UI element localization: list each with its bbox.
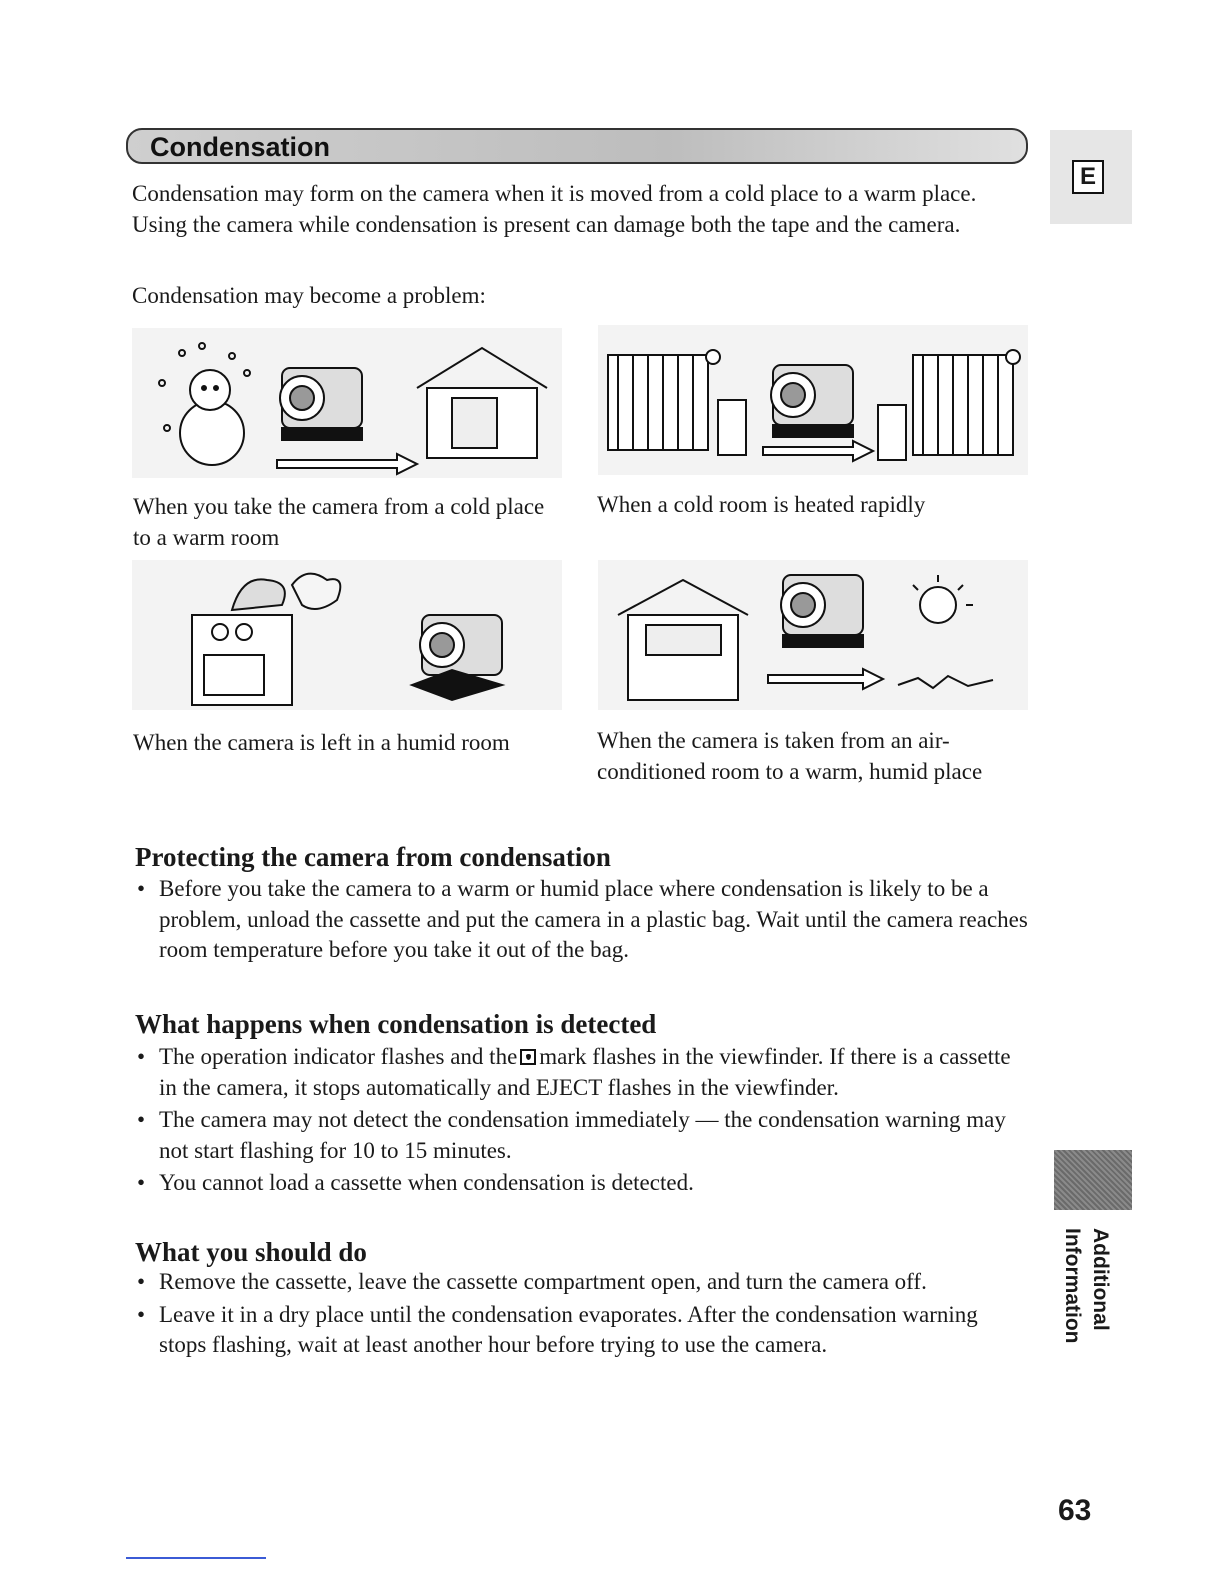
list-item xyxy=(135,1042,1030,1103)
sidebar-section-label xyxy=(1058,1228,1114,1344)
caption-humid-room: When the camera is left in a humid room xyxy=(133,730,510,755)
sidebar-label-line1: Additional xyxy=(1089,1228,1112,1331)
heading-detected: What happens when condensation is detected xyxy=(135,1009,657,1039)
footer-rule xyxy=(126,1557,266,1559)
detected-list xyxy=(135,1042,1030,1201)
section-title: Condensation xyxy=(150,132,330,162)
language-tab xyxy=(1050,130,1132,224)
list-item: • Leave it in a dry place until the condensation evaporates. After the condensation warning stops flashing, wait at least another hour before trying to use the camera. xyxy=(135,1300,1030,1361)
language-tab-letter: E xyxy=(1072,160,1104,194)
should-do-list xyxy=(135,1267,1030,1363)
detected-item-1-before: The operation indicator flashes and the xyxy=(159,1044,518,1069)
heading-protecting: Protecting the camera from condensation xyxy=(135,842,611,872)
section-header xyxy=(126,128,1028,164)
detected-item-1-after: mark flashes in the viewfinder. If there is a cassette in the camera, it stops automatically and EJECT flashes in the viewfinder. xyxy=(159,1044,1011,1100)
caption-cold-to-warm: When you take the camera from a cold place to a warm room xyxy=(133,494,545,550)
list-item: • Remove the cassette, leave the cassette compartment open, and turn the camera off. xyxy=(135,1267,1030,1298)
illustration-aircon-camera-sun xyxy=(598,560,1028,710)
illustration-camera-heater xyxy=(598,325,1028,475)
caption-heated-rapidly: When a cold room is heated rapidly xyxy=(597,492,926,517)
condensation-icon xyxy=(520,1049,536,1065)
section-marker-block xyxy=(1054,1150,1132,1210)
intro-lead: Condensation may become a problem: xyxy=(132,283,486,308)
protecting-list xyxy=(135,874,1030,968)
list-item: • The camera may not detect the condensation immediately — the condensation warning may not start flashing for 10 to 15 minutes. xyxy=(135,1105,1030,1166)
caption-air-conditioned: When the camera is taken from an air-conditioned room to a warm, humid place xyxy=(597,728,983,784)
page-number: 63 xyxy=(1058,1494,1092,1527)
list-item: • You cannot load a cassette when condensation is detected. xyxy=(135,1168,1030,1199)
illustration-snowman-camera-house xyxy=(132,328,562,478)
sidebar-label-line2: Information xyxy=(1061,1228,1084,1344)
heading-should-do: What you should do xyxy=(135,1237,367,1267)
list-item: • Before you take the camera to a warm or humid place where condensation is likely to be a problem, unload the cassette and put the camera in a plastic bag. Wait until the camera reaches room temperature before you take it out of the bag. xyxy=(135,874,1030,966)
intro-paragraph: Condensation may form on the camera when it is moved from a cold place to a warm place. Using the camera while condensation is present can damage both the tape and the camera. xyxy=(132,181,977,237)
illustration-kettle-stove-camera xyxy=(132,560,562,710)
